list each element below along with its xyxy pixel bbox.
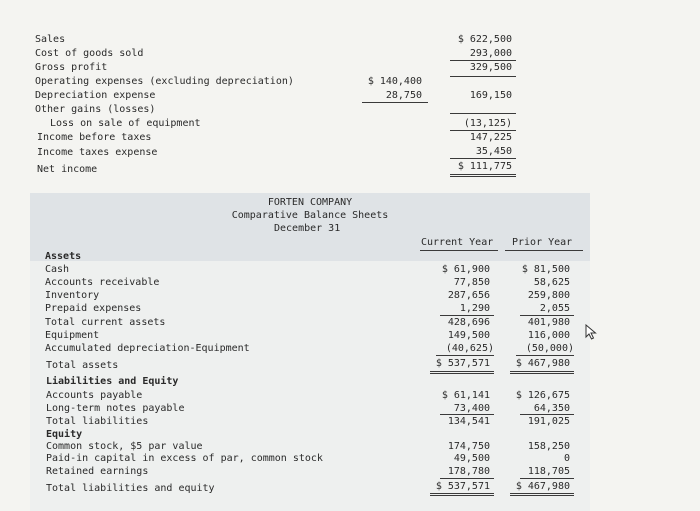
prior-underline-retained bbox=[520, 478, 574, 479]
prior-long-term-notes: 64,350 bbox=[533, 403, 570, 414]
income-mid-opex: $ 140,400 bbox=[367, 76, 422, 87]
income-label-depreciation: Depreciation expense bbox=[35, 90, 156, 101]
prior-double-underline-assets bbox=[510, 371, 574, 374]
prior-total-liabilities: 191,025 bbox=[527, 416, 570, 427]
prior-prepaid: 2,055 bbox=[539, 303, 570, 314]
prior-total-assets: $ 467,980 bbox=[515, 358, 570, 369]
income-label-operating-expenses: Operating expenses (excluding depreciation) bbox=[35, 76, 294, 87]
balance-sheet-title: Comparative Balance Sheets bbox=[231, 210, 389, 221]
income-double-underline bbox=[450, 174, 516, 177]
income-right-income-before-taxes: 147,225 bbox=[469, 132, 512, 143]
company-name: FORTEN COMPANY bbox=[267, 197, 353, 208]
income-label-cogs: Cost of goods sold bbox=[35, 48, 144, 59]
prior-total-liabilities-equity: $ 467,980 bbox=[515, 481, 570, 492]
current-long-term-notes: 73,400 bbox=[453, 403, 490, 414]
label-common-stock: Common stock, $5 par value bbox=[46, 441, 203, 452]
prior-accounts-receivable: 58,625 bbox=[533, 277, 570, 288]
label-total-liabilities: Total liabilities bbox=[46, 416, 149, 427]
income-right-total-expenses: 169,150 bbox=[469, 90, 512, 101]
label-total-liabilities-equity: Total liabilities and equity bbox=[46, 483, 215, 494]
balance-sheet-date: December 31 bbox=[274, 223, 341, 234]
current-accounts-payable: $ 61,141 bbox=[441, 390, 490, 401]
prior-paid-in-capital: 0 bbox=[563, 453, 570, 464]
label-total-assets: Total assets bbox=[46, 360, 119, 371]
label-paid-in-capital: Paid-in capital in excess of par, common stock bbox=[46, 453, 323, 464]
income-label-sales: Sales bbox=[35, 34, 66, 45]
section-liabilities-equity: Liabilities and Equity bbox=[46, 376, 179, 387]
income-right-net-income: $ 111,775 bbox=[457, 161, 512, 172]
section-equity: Equity bbox=[46, 429, 83, 440]
current-underline-retained bbox=[440, 478, 494, 479]
current-total-assets: $ 537,571 bbox=[435, 358, 490, 369]
mouse-pointer-icon bbox=[584, 324, 598, 340]
income-right-cogs: 293,000 bbox=[469, 48, 512, 59]
current-double-underline-assets bbox=[430, 371, 494, 374]
current-total-liabilities-equity: $ 537,571 bbox=[435, 481, 490, 492]
prior-underline-depreciation bbox=[516, 355, 574, 356]
income-mid-underline bbox=[362, 102, 428, 103]
current-retained-earnings: 178,780 bbox=[447, 466, 490, 477]
income-label-net-income: Net income bbox=[37, 164, 98, 175]
current-equipment: 149,500 bbox=[447, 330, 490, 341]
current-paid-in-capital: 49,500 bbox=[453, 453, 490, 464]
prior-common-stock: 158,250 bbox=[527, 441, 570, 452]
col-header-prior-year: Prior Year bbox=[512, 237, 573, 248]
prior-accounts-payable: $ 126,675 bbox=[515, 390, 570, 401]
income-underline-expenses bbox=[450, 113, 516, 114]
income-right-income-taxes: 35,450 bbox=[475, 146, 512, 157]
prior-cash: $ 81,500 bbox=[521, 264, 570, 275]
label-retained-earnings: Retained earnings bbox=[46, 466, 149, 477]
current-accumulated-depreciation: (40,625) bbox=[445, 343, 494, 354]
prior-total-current-assets: 401,980 bbox=[527, 317, 570, 328]
label-accounts-receivable: Accounts receivable bbox=[45, 277, 160, 288]
current-common-stock: 174,750 bbox=[447, 441, 490, 452]
current-total-current-assets: 428,696 bbox=[447, 317, 490, 328]
income-label-loss-on-sale: Loss on sale of equipment bbox=[50, 118, 201, 129]
income-label-other-gains: Other gains (losses) bbox=[35, 104, 156, 115]
income-right-gross-profit: 329,500 bbox=[469, 62, 512, 73]
label-inventory: Inventory bbox=[45, 290, 100, 301]
label-accumulated-depreciation: Accumulated depreciation-Equipment bbox=[45, 343, 250, 354]
income-label-income-before-taxes: Income before taxes bbox=[37, 132, 152, 143]
income-underline-taxes bbox=[450, 158, 516, 159]
current-accounts-receivable: 77,850 bbox=[453, 277, 490, 288]
label-cash: Cash bbox=[45, 264, 70, 275]
income-right-sales: $ 622,500 bbox=[457, 34, 512, 45]
prior-inventory: 259,800 bbox=[527, 290, 570, 301]
label-total-current-assets: Total current assets bbox=[45, 317, 166, 328]
income-label-income-taxes: Income taxes expense bbox=[37, 147, 158, 158]
current-inventory: 287,656 bbox=[447, 290, 490, 301]
current-total-liabilities: 134,541 bbox=[447, 416, 490, 427]
prior-equipment: 116,000 bbox=[527, 330, 570, 341]
current-prepaid: 1,290 bbox=[459, 303, 490, 314]
col-header-current-underline bbox=[420, 250, 498, 251]
current-cash: $ 61,900 bbox=[441, 264, 490, 275]
income-right-loss-on-sale: (13,125) bbox=[463, 118, 512, 129]
label-equipment: Equipment bbox=[45, 330, 100, 341]
current-underline-depreciation bbox=[436, 355, 494, 356]
section-assets: Assets bbox=[45, 251, 82, 262]
income-underline-gross bbox=[450, 76, 516, 77]
income-label-gross-profit: Gross profit bbox=[35, 62, 108, 73]
col-header-current-year: Current Year bbox=[421, 237, 494, 248]
prior-double-underline-equity bbox=[510, 493, 574, 496]
label-accounts-payable: Accounts payable bbox=[46, 390, 143, 401]
label-prepaid-expenses: Prepaid expenses bbox=[45, 303, 142, 314]
current-double-underline-equity bbox=[430, 493, 494, 496]
income-mid-depreciation: 28,750 bbox=[385, 90, 422, 101]
col-header-prior-underline bbox=[505, 250, 583, 251]
label-long-term-notes: Long-term notes payable bbox=[46, 403, 185, 414]
prior-accumulated-depreciation: (50,000) bbox=[525, 343, 574, 354]
prior-retained-earnings: 118,705 bbox=[527, 466, 570, 477]
